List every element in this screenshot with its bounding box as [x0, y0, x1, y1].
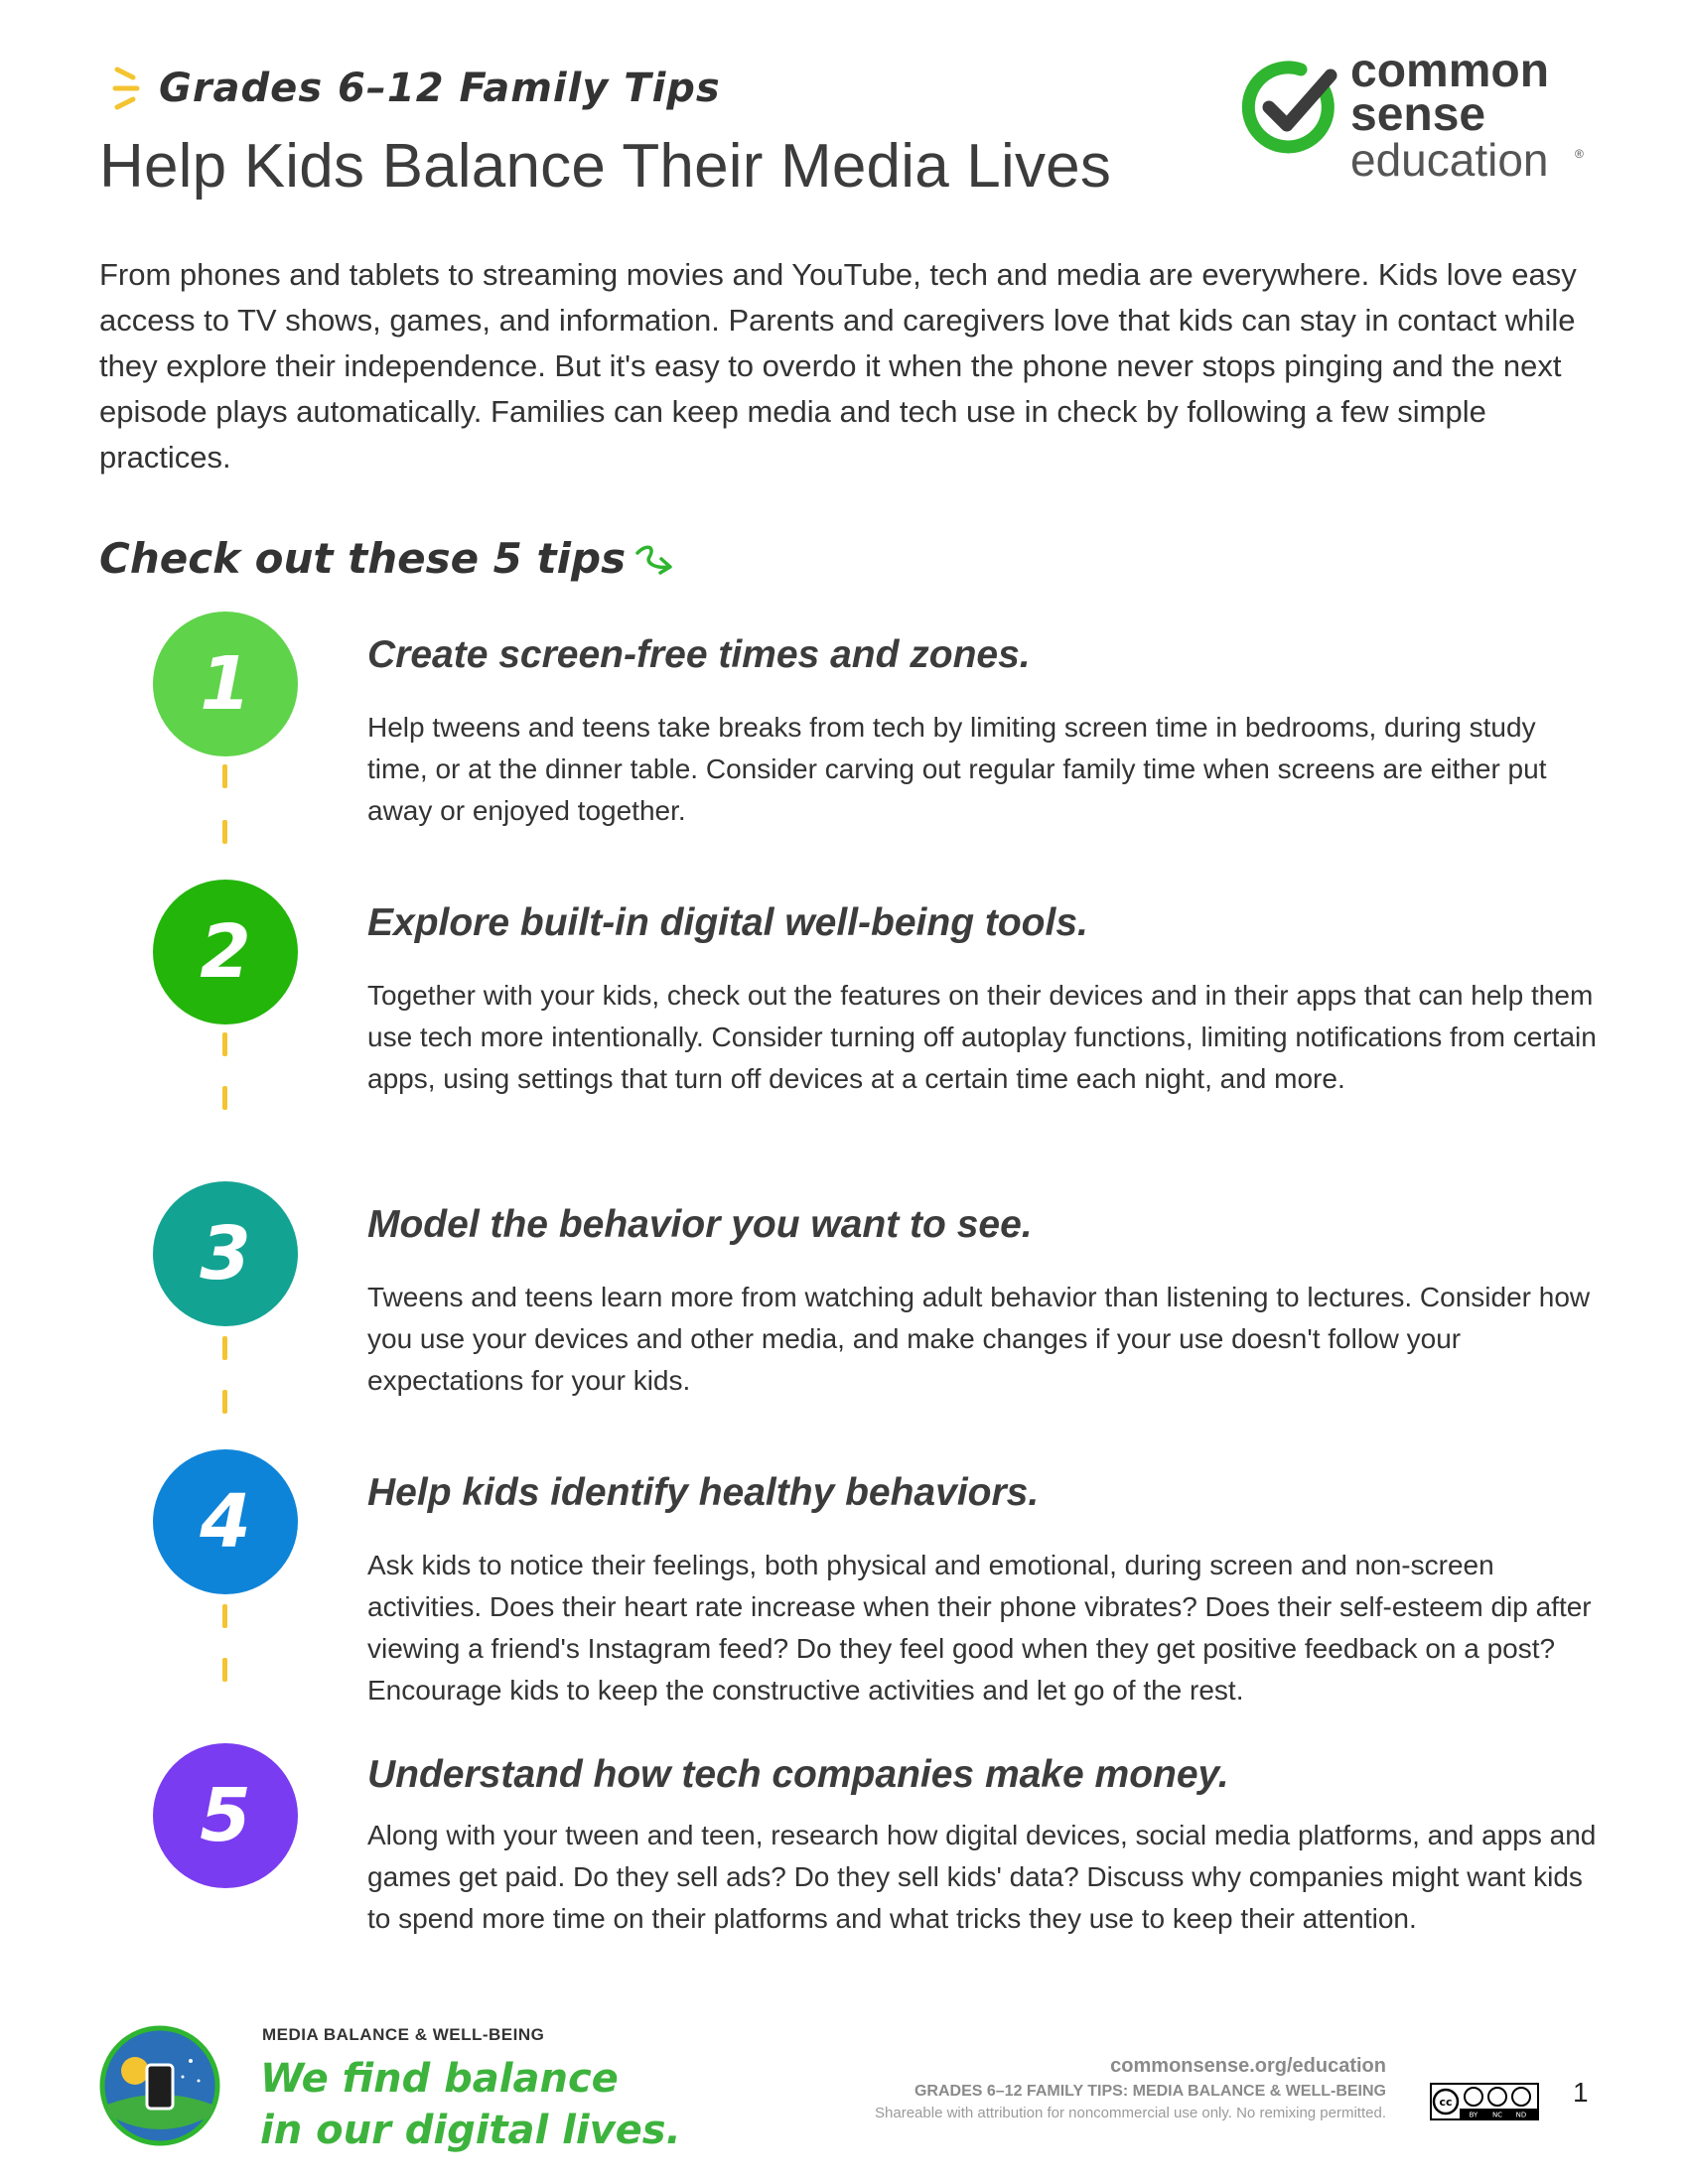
svg-text:cc: cc	[1439, 2096, 1453, 2109]
tip-title: Help kids identify healthy behaviors.	[367, 1471, 1040, 1514]
tip-number: 5	[200, 1773, 251, 1858]
connector-dash	[222, 1086, 227, 1110]
tip-title: Create screen-free times and zones.	[367, 633, 1031, 676]
footer-topic-label: MEDIA BALANCE & WELL-BEING	[262, 2025, 545, 2044]
tip-number-badge	[153, 1181, 298, 1326]
license-badge-by: BY	[1469, 2111, 1478, 2119]
tip-number: 1	[200, 641, 251, 727]
tip-number: 3	[200, 1211, 251, 1297]
tips-heading	[99, 534, 679, 583]
tip-number-badge	[153, 880, 298, 1024]
spark-icon	[111, 64, 145, 113]
page-number: 1	[1573, 2077, 1589, 2108]
kicker	[111, 64, 721, 113]
footer-slogan-line: We find balance	[260, 2056, 619, 2102]
tip-number: 4	[200, 1479, 251, 1565]
tip-body: Along with your tween and teen, research how digital devices, social media platforms, and apps and games get paid. Do they sell ads? Do they sell kids' data? Discuss why companies might want kids to spend more time on their platforms and what tricks they use to keep their attention.	[367, 1820, 1597, 1934]
tip-number-badge	[153, 612, 298, 756]
kicker-text: Grades 6–12 Family Tips	[159, 66, 721, 111]
common-sense-education-logo	[1241, 45, 1589, 187]
footer-license-note: Shareable with attribution for noncommercial use only. No remixing permitted.	[875, 2105, 1386, 2121]
connector-dash	[222, 1604, 227, 1628]
checkmark-logo-icon	[1241, 58, 1340, 157]
connector-dash	[222, 1032, 227, 1056]
page-title: Help Kids Balance Their Media Lives	[99, 132, 1112, 201]
connector-dash	[222, 1390, 227, 1414]
registered-mark: ®	[1575, 147, 1584, 161]
tip-body: Ask kids to notice their feelings, both physical and emotional, during screen and non-screen activities. Does their heart rate increase when their phone vibrates? Does their self-esteem dip after viewing a friend's Instagram feed? Do they feel good when they get positive feedback on a post? Encourage kids to keep the constructive activities and let go of the rest.	[367, 1550, 1592, 1706]
logo-word-sense: sense	[1350, 88, 1486, 141]
tip-body: Help tweens and teens take breaks from tech by limiting screen time in bedrooms, during study time, or at the dinner table. Consider carving out regular family time when screens are either put away or enjoyed together.	[367, 712, 1547, 826]
tip-title: Explore built-in digital well-being tools.	[367, 901, 1088, 944]
connector-dash	[222, 820, 227, 844]
connector-dash	[222, 1336, 227, 1360]
curly-arrow-icon	[633, 539, 679, 579]
media-balance-badge-icon	[99, 2025, 220, 2146]
intro-paragraph: From phones and tablets to streaming movies and YouTube, tech and media are everywhere. Kids love easy access to TV shows, games, and information. Parents and caregivers love that kids can stay in contact while they explore their independence. But it's easy to overdo it when the phone never stops pinging and the next episode plays automatically. Families can keep media and tech use in check by following a few simple practices.	[99, 257, 1577, 475]
license-badge-nd: ND	[1515, 2111, 1527, 2119]
tip-title: Understand how tech companies make money.	[367, 1753, 1229, 1796]
footer-url-link[interactable]: commonsense.org/education	[1110, 2055, 1386, 2077]
tip-body: Tweens and teens learn more from watching adult behavior than listening to lectures. Consider how you use your devices and other media, and make changes if your use doesn't follow your expectations for your kids.	[367, 1282, 1591, 1396]
creative-commons-license-icon	[1430, 2083, 1539, 2120]
tip-number-badge	[153, 1743, 298, 1888]
tip-title: Model the behavior you want to see.	[367, 1203, 1033, 1246]
connector-dash	[222, 1658, 227, 1682]
footer-doc-title: GRADES 6–12 FAMILY TIPS: MEDIA BALANCE & WELL-BEING	[914, 2083, 1386, 2100]
logo-word-education: education	[1350, 134, 1549, 186]
tip-number-badge	[153, 1449, 298, 1594]
tip-body: Together with your kids, check out the features on their devices and in their apps that can help them use tech more intentionally. Consider turning off autoplay functions, limiting notifications from certain apps, using settings that turn off devices at a certain time each night, and more.	[367, 980, 1597, 1094]
tips-heading-text: Check out these 5 tips	[99, 534, 627, 583]
tip-number: 2	[200, 909, 251, 995]
logo-word-common: common	[1350, 45, 1550, 97]
connector-dash	[222, 764, 227, 788]
license-badge-nc: NC	[1491, 2111, 1503, 2119]
footer-slogan	[260, 2053, 681, 2156]
footer-slogan-line: in our digital lives.	[260, 2108, 681, 2153]
